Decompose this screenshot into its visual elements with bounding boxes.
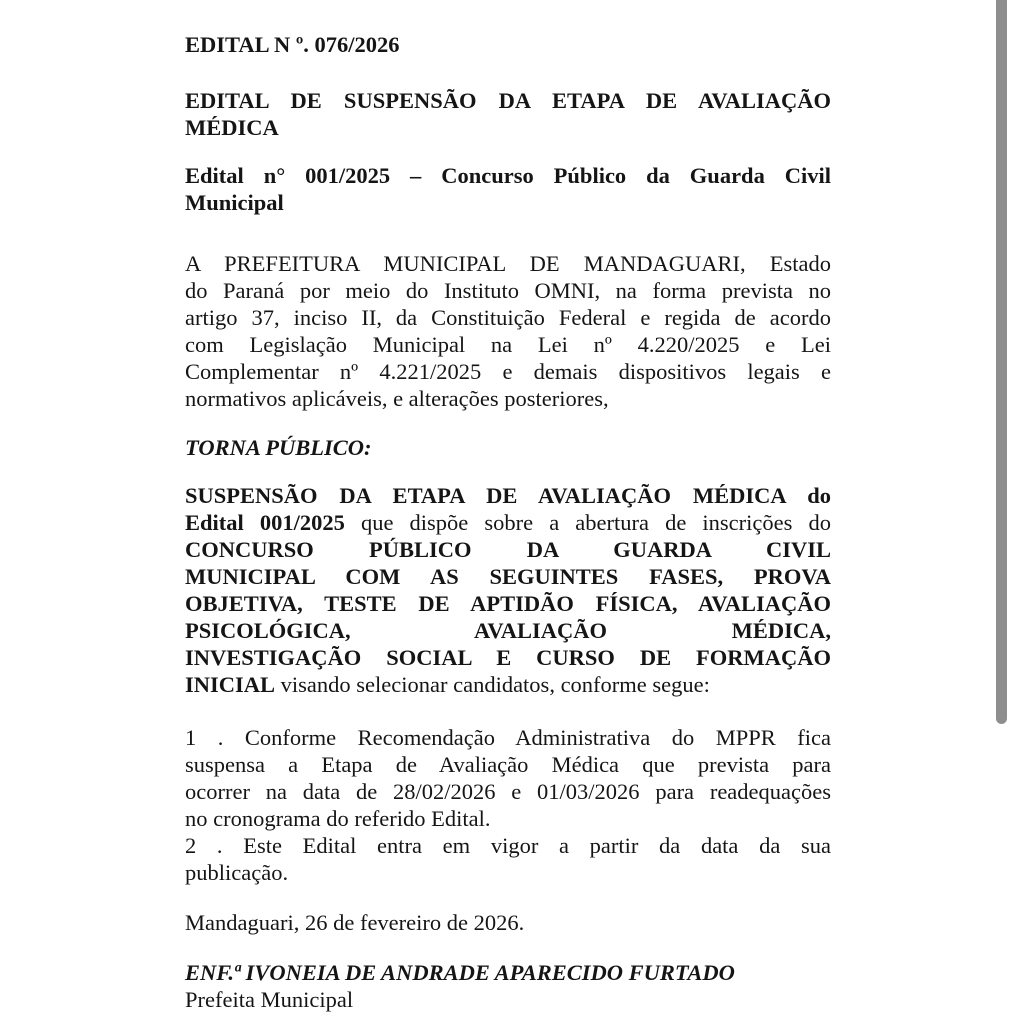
intro-line: com Legislação Municipal na Lei nº 4.220/2025 e Lei (185, 332, 831, 357)
item-line: suspensa a Etapa de Avaliação Médica que prevista para (185, 752, 831, 777)
scrollbar-thumb[interactable] (996, 0, 1007, 724)
main-heading-line: MÉDICA (185, 115, 279, 140)
suspension-bold-text: INVESTIGAÇÃO SOCIAL E CURSO DE FORMAÇÃO (185, 645, 831, 670)
torna-publico-heading: TORNA PÚBLICO: (185, 435, 372, 460)
signature-block (185, 959, 831, 1013)
suspension-line (185, 590, 831, 617)
edital-number-title: EDITAL N º. 076/2026 (185, 32, 400, 57)
suspension-bold-text: PSICOLÓGICA, AVALIAÇÃO MÉDICA, (185, 618, 831, 643)
intro-line: Complementar nº 4.221/2025 e demais dispositivos legais e (185, 359, 831, 384)
item-line: 1 . Conforme Recomendação Administrativa do MPPR fica (185, 725, 831, 750)
item-line: 2 . Este Edital entra em vigor a partir da data da sua (185, 833, 831, 858)
suspension-line (185, 617, 831, 644)
suspension-bold-text: Edital 001/2025 (185, 510, 345, 535)
intro-line: A PREFEITURA MUNICIPAL DE MANDAGUARI, Estado (185, 251, 831, 276)
item-line: ocorrer na data de 28/02/2026 e 01/03/2026 para readequações (185, 779, 831, 804)
suspension-bold-text: INICIAL (185, 672, 276, 697)
signature-name: ENF.ª IVONEIA DE ANDRADE APARECIDO FURTADO (185, 960, 735, 985)
intro-line: artigo 37, inciso II, da Constituição Federal e regida de acordo (185, 305, 831, 330)
suspension-regular-text: que dispõe sobre a abertura de inscrições do (344, 510, 831, 535)
suspension-line (185, 671, 831, 698)
suspension-regular-text: visando selecionar candidatos, conforme segue: (275, 672, 710, 697)
suspension-paragraph (185, 482, 831, 698)
suspension-bold-text: MUNICIPAL COM AS SEGUINTES FASES, PROVA (185, 564, 831, 589)
signature-role: Prefeita Municipal (185, 987, 354, 1012)
intro-line: do Paraná por meio do Instituto OMNI, na forma prevista no (185, 278, 831, 303)
subheading (185, 162, 831, 216)
suspension-line (185, 644, 831, 671)
suspension-line (185, 536, 831, 563)
item-line: publicação. (185, 860, 289, 885)
date-place-line: Mandaguari, 26 de fevereiro de 2026. (185, 910, 525, 935)
document-body (185, 0, 831, 1013)
suspension-bold-text: OBJETIVA, TESTE DE APTIDÃO FÍSICA, AVALIAÇÃO (185, 591, 831, 616)
suspension-bold-text: SUSPENSÃO DA ETAPA DE AVALIAÇÃO MÉDICA do (185, 483, 831, 508)
suspension-line (185, 563, 831, 590)
item-line: no cronograma do referido Edital. (185, 806, 491, 831)
subheading-line: Municipal (185, 190, 284, 215)
intro-line: normativos aplicáveis, e alterações posteriores, (185, 386, 609, 411)
subheading-line: Edital n° 001/2025 – Concurso Público da Guarda Civil (185, 163, 831, 188)
numbered-items (185, 724, 831, 886)
intro-paragraph (185, 250, 831, 412)
main-heading (185, 87, 831, 141)
suspension-line (185, 509, 831, 536)
main-heading-line: EDITAL DE SUSPENSÃO DA ETAPA DE AVALIAÇÃO (185, 88, 831, 113)
suspension-bold-text: CONCURSO PÚBLICO DA GUARDA CIVIL (185, 537, 831, 562)
suspension-line (185, 482, 831, 509)
